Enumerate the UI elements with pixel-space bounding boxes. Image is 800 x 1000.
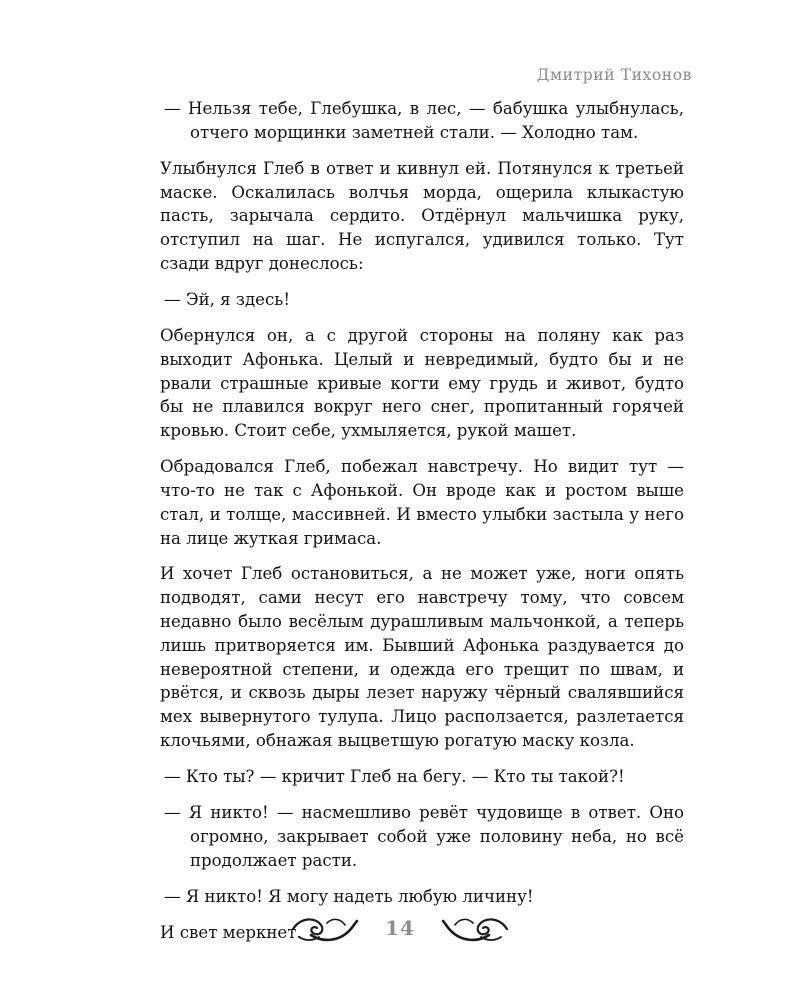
flourish-right-icon [441,913,509,943]
paragraph-narration: Улыбнулся Глеб в ответ и кивнул ей. Потянулся к третьей маске. Оскалилась волчья морда, ощерила клыкастую пасть, зарычала сердито. Отдёрнул мальчишка руку, отступил на шаг. Не испугался, удивился только. Тут сзади вдруг донеслось: [160,158,684,273]
paragraph-narration: Обрадовался Глеб, побежал навстречу. Но видит тут — что-то не так с Афонькой. Он вроде как и ростом выше стал, и толще, массивней. И вместо улыбки застыла у него на лице жуткая гримаса. [160,457,684,548]
page-footer [280,903,520,953]
flourish-left-icon [291,913,359,943]
paragraph-narration: Обернулся он, а с другой стороны на поляну как раз выходит Афонька. Целый и невредимый, будто бы и не рвали страшные кривые когти ему грудь и живот, будто бы не плавился вокруг него снег, пропитанный горячей кровью. Стоит себе, ухмыляется, рукой машет. [160,325,684,441]
paragraph-narration: И свет меркнет. [160,922,302,942]
page-body [160,97,684,957]
running-header-author: Дмитрий Тихонов [536,66,692,84]
paragraph-dialog: — Я никто! Я могу надеть любую личину! [164,886,534,906]
paragraph-dialog: — Кто ты? — кричит Глеб на бегу. — Кто ты такой?! [164,767,625,787]
page-number: 14 [385,916,415,940]
paragraph-dialog: — Я никто! — насмешливо ревёт чудовище в ответ. Оно огромно, закрывает собой уже половину неба, но всё продолжает расти. [164,803,684,870]
paragraph-narration: И хочет Глеб остановиться, а не может уже, ноги опять подводят, сами несут его навстречу тому, что совсем недавно было весёлым дурашливым мальчонкой, а теперь лишь притворяется им. Бывший Афонька раздувается до невероятной степени, и одежда его трещит по швам, и рвётся, и сквозь дыры лезет наружу чёрный свалявшийся мех вывернутого тулупа. Лицо расползается, разлетается клочьями, обнажая выцветшую рогатую маску козла. [160,564,684,751]
paragraph-dialog: — Нельзя тебе, Глебушка, в лес, — бабушка улыбнулась, отчего морщинки заметней стали. — Холодно там. [164,99,684,142]
paragraph-dialog: — Эй, я здесь! [164,289,291,309]
